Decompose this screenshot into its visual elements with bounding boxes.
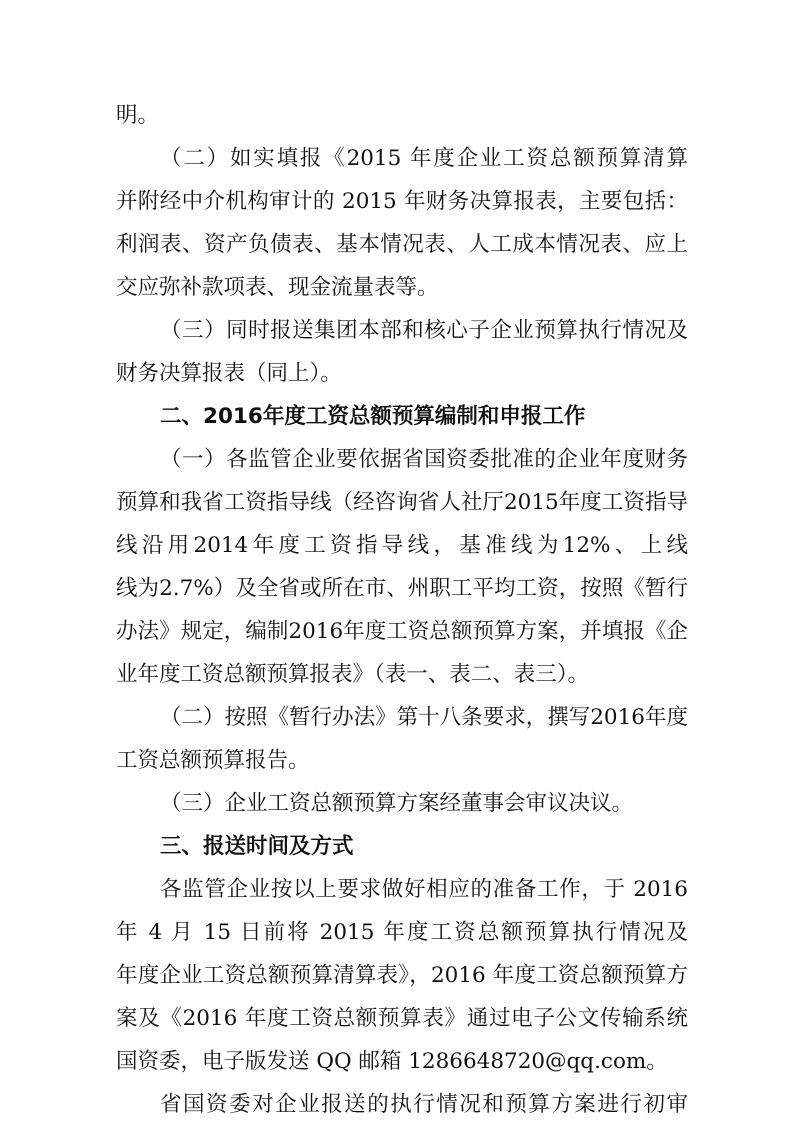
paragraph-line: 国资委，电子版发送 QQ 邮箱 1286648720@qq.com。: [116, 1049, 668, 1074]
paragraph-line: 并附经中介机构审计的 2015 年财务决算报表，主要包括：: [116, 189, 688, 214]
paragraph-line: 利润表、资产负债表、基本情况表、人工成本情况表、应上: [116, 232, 688, 257]
paragraph-line: （三）企业工资总额预算方案经董事会审议决议。: [160, 791, 634, 816]
section-heading: 三、报送时间及方式: [160, 834, 354, 859]
paragraph-line: 工资总额预算报告。: [116, 748, 310, 773]
paragraph-line: （一）各监管企业要依据省国资委批准的企业年度财务: [160, 447, 688, 472]
paragraph-line: 办法》规定，编制2016年度工资总额预算方案，并填报《企: [116, 619, 688, 644]
paragraph-line: 省国资委对企业报送的执行情况和预算方案进行初审: [160, 1092, 688, 1117]
paragraph-line: 财务决算报表（同上）。: [116, 361, 342, 386]
paragraph-line: （三）同时报送集团本部和核心子企业预算执行情况及: [160, 318, 688, 343]
paragraph-line: 交应弥补款项表、现金流量表等。: [116, 275, 439, 300]
paragraph-line: 年 4 月 15 日前将 2015 年度工资总额预算执行情况及: [116, 920, 688, 945]
paragraph-line: 各监管企业按以上要求做好相应的准备工作，于 2016: [160, 877, 688, 902]
paragraph-line: 年度企业工资总额预算清算表》，2016 年度工资总额预算方: [116, 963, 688, 988]
paragraph-line: （二）按照《暂行办法》第十八条要求，撰写2016年度: [160, 705, 688, 730]
paragraph-line: 明。: [116, 103, 160, 128]
paragraph-line: 业年度工资总额预算报表》（表一、表二、表三）。: [116, 662, 590, 687]
paragraph-line: 线沿用2014年度工资指导线，基准线为12%、上线: [116, 533, 688, 558]
paragraph-line: 线为2.7%）及全省或所在市、州职工平均工资，按照《暂行: [116, 576, 688, 601]
section-heading: 二、2016年度工资总额预算编制和申报工作: [160, 404, 586, 429]
paragraph-line: 案及《2016 年度工资总额预算表》通过电子公文传输系统: [116, 1006, 688, 1031]
paragraph-line: （二）如实填报《2015 年度企业工资总额预算清算: [160, 146, 688, 171]
paragraph-line: 预算和我省工资指导线（经咨询省人社厅2015年度工资指导: [116, 490, 688, 515]
